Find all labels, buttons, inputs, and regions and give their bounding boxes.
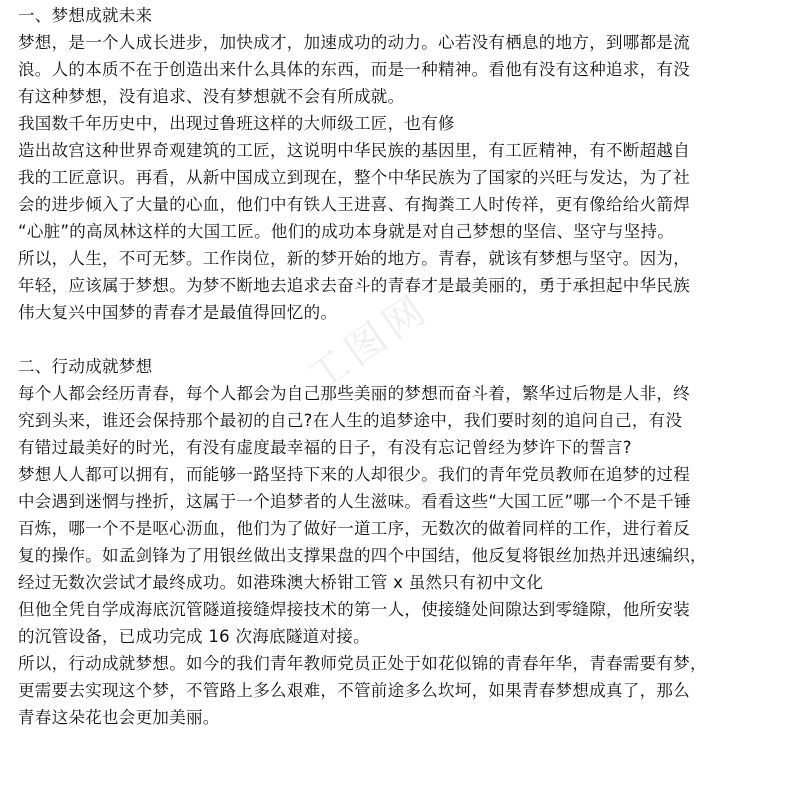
paragraph-line: 但他全凭自学成海底沉管隧道接缝焊接技术的第一人，使接缝处间隙达到零缝隙，他所安装 [18,600,690,619]
paragraph-line: 所以，人生，不可无梦。工作岗位，新的梦开始的地方。青春，就该有梦想与坚守。因为， [18,249,690,268]
paragraph-line: 我国数千年历史中，出现过鲁班这样的大师级工匠，也有修 [18,114,455,133]
section-heading: 二、行动成就梦想 [18,357,153,376]
paragraph-line: 伟大复兴中国梦的青春才是最值得回忆的。 [18,303,338,322]
paragraph-line: 年轻，应该属于梦想。为梦不断地去追求去奋斗的青春才是最美丽的，勇于承担起中华民族 [18,276,690,295]
paragraph-line: 所以，行动成就梦想。如今的我们青年教师党员正处于如花似锦的青春年华，青春需要有梦， [18,654,707,673]
paragraph-line: 经过无数次尝试才最终成功。如港珠澳大桥钳工管 x 虽然只有初中文化 [18,573,544,592]
paragraph-line: 的沉管设备，已成功完成 16 次海底隧道对接。 [18,627,370,646]
paragraph-line: 有错过最美好的时光，有没有虚度最幸福的日子，有没有忘记曾经为梦许下的誓言? [18,438,632,457]
paragraph-line: 更需要去实现这个梦，不管路上多么艰难，不管前途多么坎坷，如果青春梦想成真了，那么 [18,681,690,700]
paragraph-line: 中会遇到迷惘与挫折，这属于一个追梦者的人生滋味。看看这些“大国工匠”哪一个不是千锤 [18,492,691,511]
paragraph-line: 百炼，哪一个不是呕心沥血，他们为了做好一道工序，无数次的做着同样的工作，进行着反 [18,519,690,538]
paragraph-line: 复的操作。如孟剑锋为了用银丝做出支撑果盘的四个中国结，他反复将银丝加热并迅速编织， [18,546,707,565]
paragraph-line: “心脏”的高凤林这样的大国工匠。他们的成功本身就是对自己梦想的坚信、坚守与坚持。 [18,222,675,241]
paragraph-line: 究到头来，谁还会保持那个最初的自己?在人生的追梦途中，我们要时刻的追问自己，有没 [18,411,683,430]
paragraph-line: 每个人都会经历青春，每个人都会为自己那些美丽的梦想而奋斗着，繁华过后物是人非，终 [18,384,690,403]
paragraph-line: 会的进步倾入了大量的心血，他们中有铁人王进喜、有掏粪工人时传祥，更有像给给火箭焊 [18,195,690,214]
paragraph-line: 梦想人人都可以拥有，而能够一路坚持下来的人却很少。我们的青年党员教师在追梦的过程 [18,465,690,484]
paragraph-line: 我的工匠意识。再看，从新中国成立到现在，整个中华民族为了国家的兴旺与发达，为了社 [18,168,690,187]
paragraph-line: 有这种梦想，没有追求、没有梦想就不会有所成就。 [18,87,405,106]
watermark: 工图网 [298,284,439,402]
paragraph-line: 梦想，是一个人成长进步，加快成才，加速成功的动力。心若没有栖息的地方，到哪都是流 [18,33,690,52]
paragraph-line: 浪。人的本质不在于创造出来什么具体的东西，而是一种精神。看他有没有这种追求，有没 [18,60,690,79]
paragraph-line: 造出故宫这种世界奇观建筑的工匠，这说明中华民族的基因里，有工匠精神，有不断超越自 [18,141,690,160]
section-heading: 一、梦想成就未来 [18,6,153,25]
paragraph-line: 青春这朵花也会更加美丽。 [18,708,220,727]
